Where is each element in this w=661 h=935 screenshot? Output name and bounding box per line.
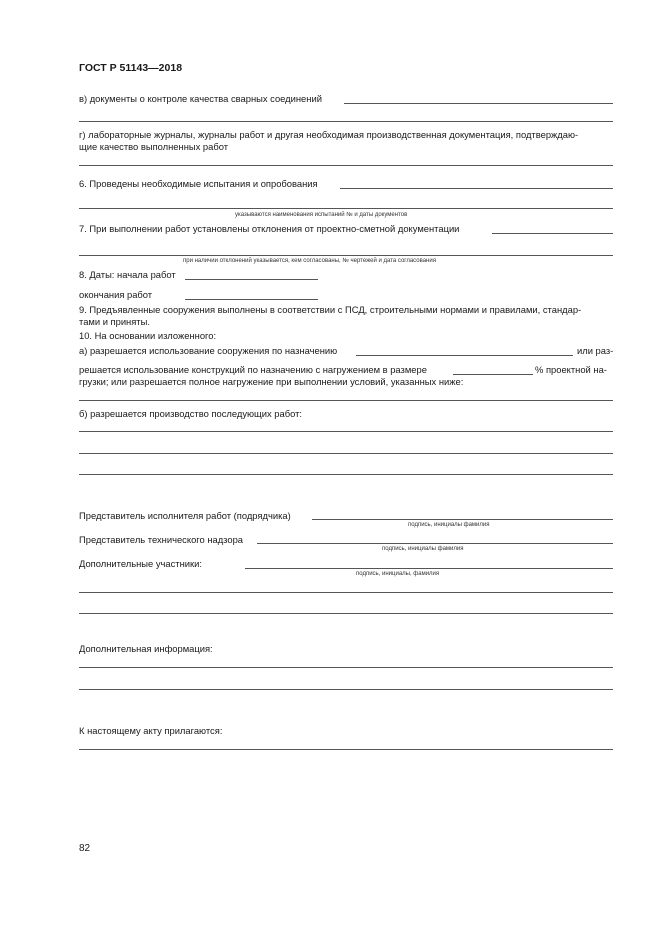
- fill-line: [79, 165, 613, 166]
- caption-supervision: подпись, инициалы фамилия: [382, 546, 464, 552]
- caption-additional: подпись, инициалы, фамилия: [356, 571, 440, 577]
- item-9-line2: тами и приняты.: [79, 316, 150, 327]
- fill-line: [356, 355, 573, 356]
- item-10a-line2: решается использование конструкций по назначению с нагружением в размере: [79, 364, 427, 375]
- fill-line: [79, 453, 613, 454]
- item-g-journals-line2: щие качество выполненных работ: [79, 141, 229, 152]
- page-number: 82: [79, 843, 91, 854]
- item-8-start-date: 8. Даты: начала работ: [79, 269, 176, 280]
- item-10a-or: или раз-: [577, 345, 614, 356]
- item-8-end-date: окончания работ: [79, 289, 153, 300]
- item-7-deviations: 7. При выполнении работ установлены отклонения от проектно-сметной документации: [79, 223, 460, 234]
- item-6-tests: 6. Проведены необходимые испытания и опробования: [79, 178, 318, 189]
- item-10a-line3: грузки; или разрешается полное нагружение при выполнении условий, указанных ниже:: [79, 376, 464, 387]
- item-10a-line2-percent: % проектной на-: [535, 364, 607, 375]
- signature-line: [245, 568, 613, 569]
- item-10b: б) разрешается производство последующих работ:: [79, 408, 302, 419]
- signature-additional-label: Дополнительные участники:: [79, 558, 202, 569]
- fill-line: [79, 749, 613, 750]
- signature-supervision-label: Представитель технического надзора: [79, 534, 244, 545]
- fill-line: [492, 233, 613, 234]
- item-g-journals-line1: г) лабораторные журналы, журналы работ и другая необходимая производственная документация, подтверждаю-: [79, 129, 579, 140]
- caption-deviations: при наличии отклонений указывается, кем согласованы, № чертежей и дата согласования: [183, 258, 436, 264]
- fill-line: [79, 689, 613, 690]
- standard-header: ГОСТ Р 51143—2018: [79, 62, 183, 74]
- signature-contractor-label: Представитель исполнителя работ (подрядчика): [79, 510, 291, 521]
- fill-line: [79, 474, 613, 475]
- fill-line: [340, 188, 613, 189]
- fill-line: [79, 592, 613, 593]
- fill-line: [79, 121, 613, 122]
- item-9-line1: 9. Предъявленные сооружения выполнены в соответствии с ПСД, строительными нормами и правилами, стандар-: [79, 304, 582, 315]
- item-10-heading: 10. На основании изложенного:: [79, 330, 217, 341]
- attachments-label: К настоящему акту прилагаются:: [79, 725, 223, 736]
- item-v-docs: в) документы о контроле качества сварных соединений: [79, 93, 322, 104]
- fill-line: [79, 613, 613, 614]
- additional-info-label: Дополнительная информация:: [79, 643, 213, 654]
- fill-line: [185, 299, 318, 300]
- fill-line: [185, 279, 318, 280]
- signature-line: [312, 519, 613, 520]
- caption-tests: указываются наименования испытаний № и даты документов: [235, 212, 408, 218]
- item-10a-line1: а) разрешается использование сооружения по назначению: [79, 345, 338, 356]
- fill-line: [79, 400, 613, 401]
- signature-line: [257, 543, 613, 544]
- fill-line: [79, 431, 613, 432]
- fill-line: [79, 208, 613, 209]
- caption-contractor: подпись, инициалы фамилия: [408, 522, 490, 528]
- fill-line: [79, 667, 613, 668]
- fill-line: [453, 374, 533, 375]
- fill-line: [344, 103, 613, 104]
- fill-line: [79, 255, 613, 256]
